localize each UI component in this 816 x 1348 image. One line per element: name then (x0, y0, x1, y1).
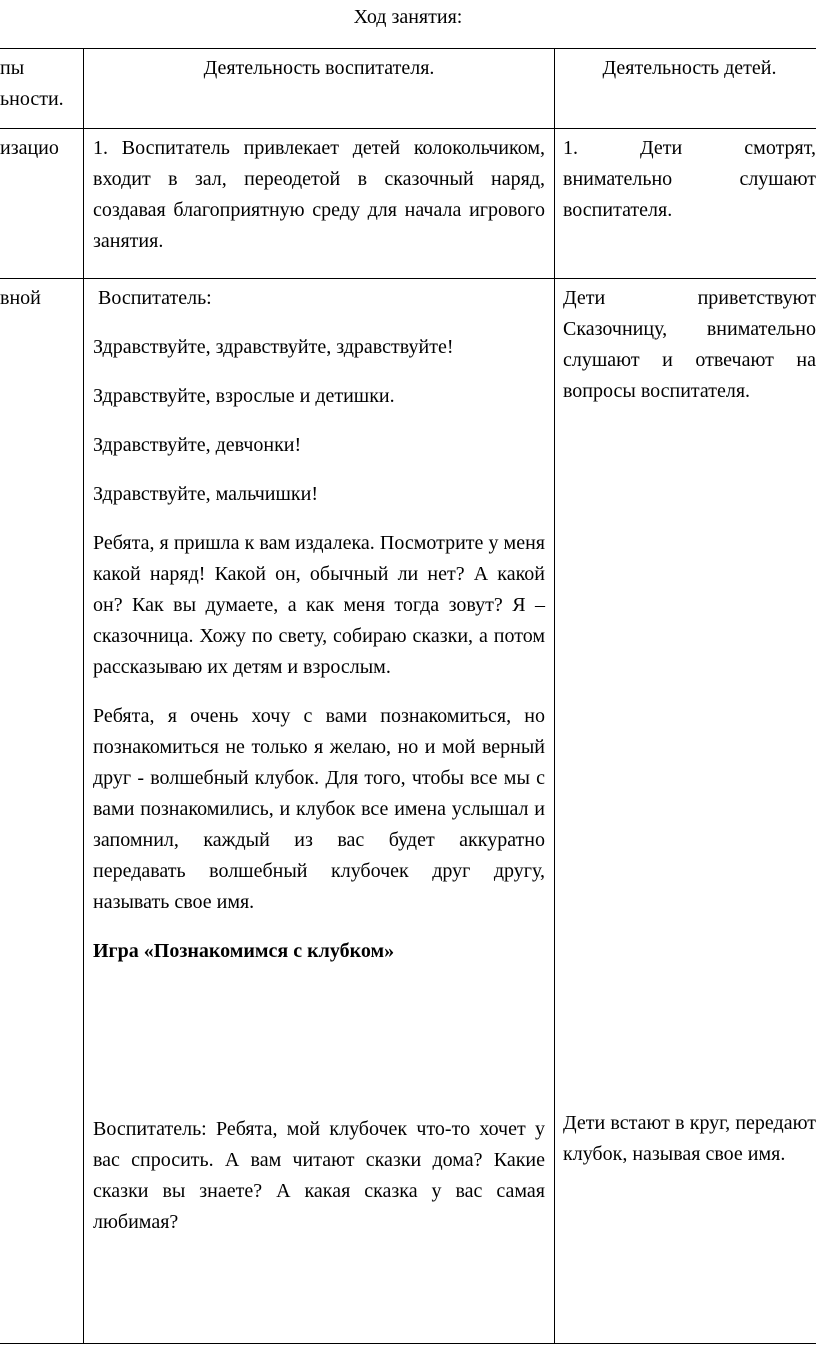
greeting-line: Здравствуйте, мальчишки! (93, 483, 318, 505)
header-teacher: Деятельность воспитателя. (203, 57, 435, 79)
column-divider-2 (554, 48, 555, 1344)
row-divider-1 (0, 278, 816, 279)
row-divider-header (0, 128, 816, 129)
teacher-question: Воспитатель: Ребята, мой клубочек что-то хочет у вас спросить. А вам читают сказки дома? Какие сказки вы знаете? А какая сказка у вас самая любимая? (93, 1118, 545, 1233)
row1-children: 1. Дети смотрят, внимательно слушают воспитателя. (563, 137, 816, 221)
header-stage (0, 53, 80, 115)
row1-teacher: 1. Воспитатель привлекает детей колокольчиком, входит в зал, переодетой в сказочный наряд, создавая благоприятную среду для начала игрового занятия. (93, 137, 545, 252)
header-children: Деятельность детей. (602, 57, 777, 79)
row2-teacher (93, 283, 545, 967)
teacher-paragraph: Ребята, я очень хочу с вами познакомиться, но познакомиться не только я желаю, но и мой верный друг - волшебный клубок. Для того, чтобы все мы с вами познакомились, и клубок все имена услышал и запомнил, каждый из вас будет аккуратно передавать волшебный клубочек друг другу, называть свое имя. (93, 705, 545, 913)
teacher-paragraph: Ребята, я пришла к вам издалека. Посмотрите у меня какой наряд! Какой он, обычный ли нет? А какой он? Как вы думаете, а как меня тогда зовут? Я – сказочница. Хожу по свету, собираю сказки, а потом рассказываю их детям и взрослым. (93, 532, 545, 678)
table-border-top (0, 48, 816, 49)
header-stage-line2: ьности. (0, 88, 64, 110)
greeting-line: Здравствуйте, здравствуйте, здравствуйте! (93, 336, 454, 358)
greeting-line: Здравствуйте, взрослые и детишки. (93, 385, 395, 407)
page-title: Ход занятия: (353, 6, 463, 28)
speaker-label: Воспитатель: (98, 287, 212, 309)
row2-children-response: Дети приветствуют Сказочницу, внимательно слушают и отвечают на вопросы воспитателя. (563, 287, 816, 402)
column-divider-1 (83, 48, 84, 1344)
table-border-bottom (0, 1343, 816, 1344)
game-title: Игра «Познакомимся с клубком» (93, 940, 395, 962)
row2-stage: вной (0, 287, 41, 309)
row1-stage: изацио (0, 137, 59, 159)
greeting-line: Здравствуйте, девчонки! (93, 434, 302, 456)
row2-children-game: Дети встают в круг, передают клубок, называя свое имя. (563, 1112, 816, 1165)
header-stage-line1: пы (0, 57, 25, 79)
